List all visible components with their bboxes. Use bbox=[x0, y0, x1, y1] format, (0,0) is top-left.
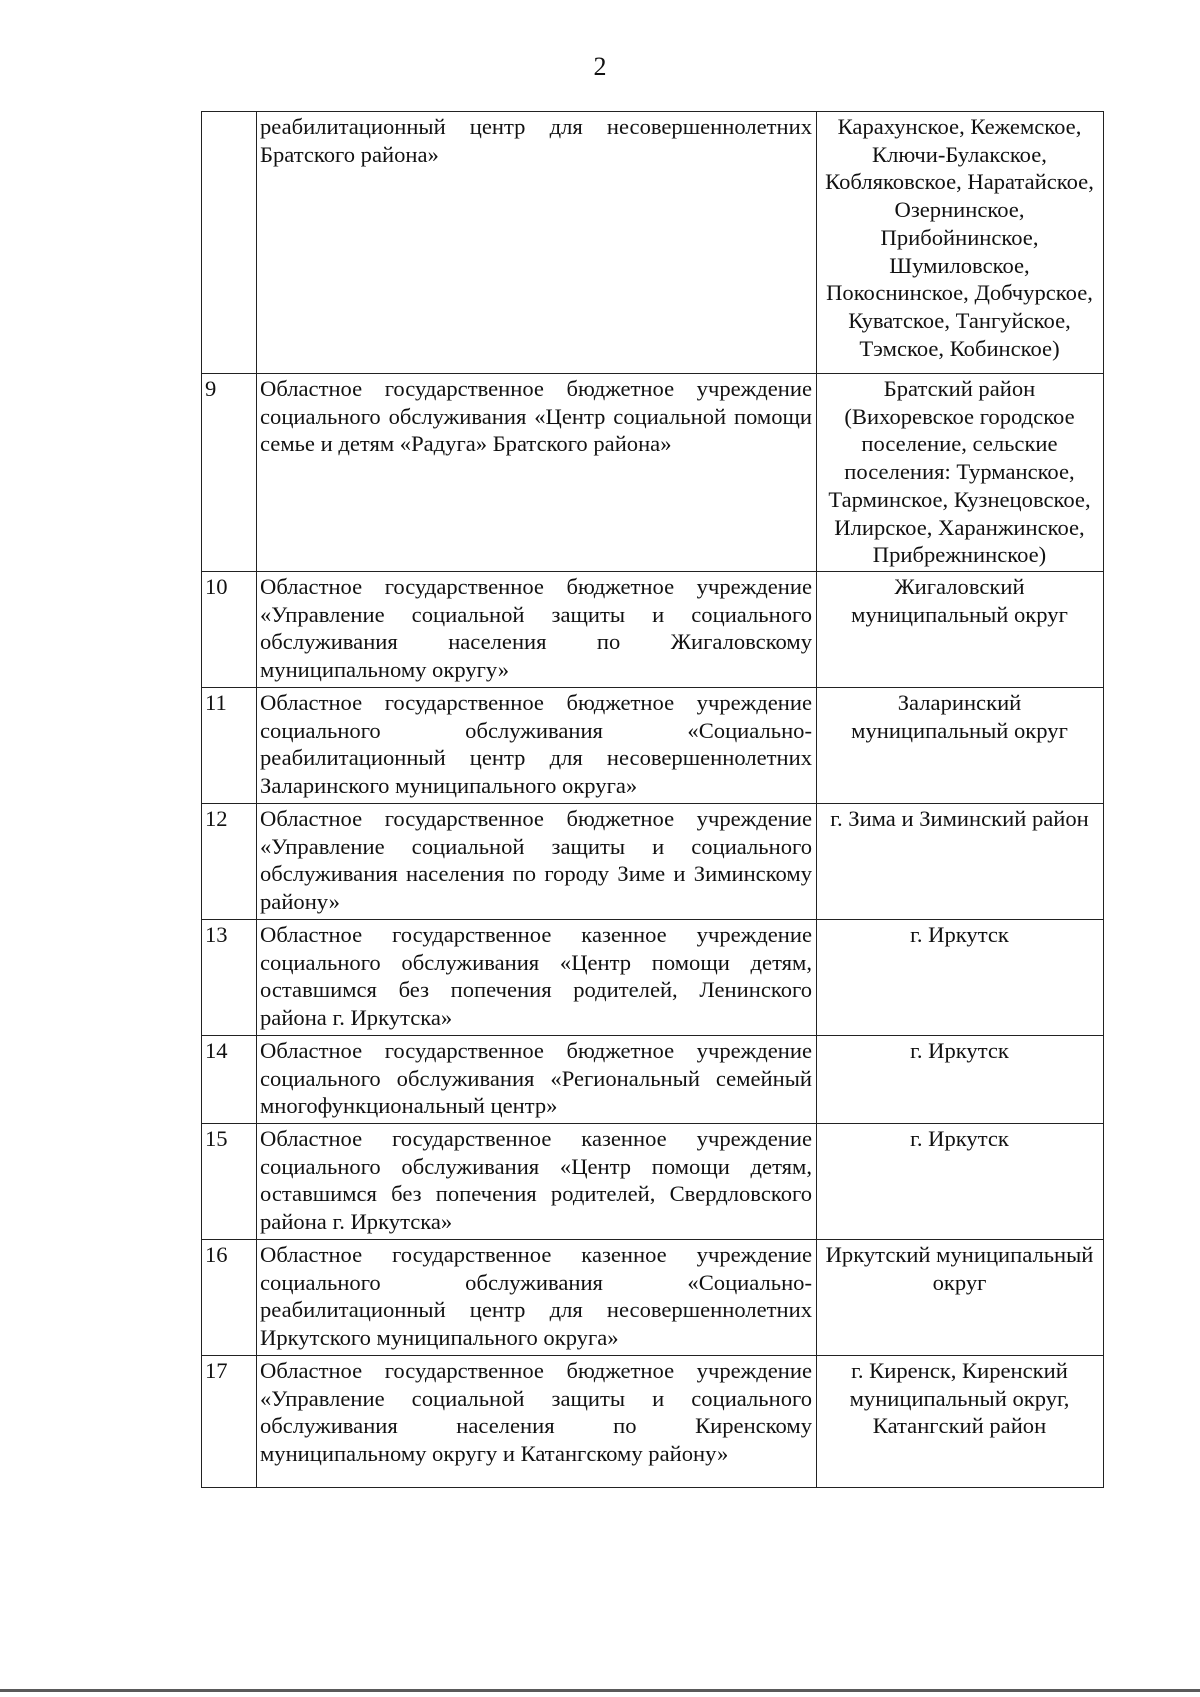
row-number: 9 bbox=[202, 374, 257, 572]
table-row bbox=[202, 1240, 1104, 1356]
institution-name: Областное государственное казенное учреждение социального обслуживания «Центр помощи детям, оставшимся без попечения родителей, Ленинского района г. Иркутска» bbox=[257, 920, 817, 1036]
row-number: 13 bbox=[202, 920, 257, 1036]
institution-name: реабилитационный центр для несовершеннолетних Братского района» bbox=[257, 112, 817, 374]
institution-name: Областное государственное бюджетное учреждение социального обслуживания «Социально-реабилитационный центр для несовершеннолетних Заларинского муниципального округа» bbox=[257, 688, 817, 804]
table-row bbox=[202, 804, 1104, 920]
table-row bbox=[202, 1356, 1104, 1488]
row-number: 10 bbox=[202, 572, 257, 688]
row-number: 16 bbox=[202, 1240, 257, 1356]
row-number: 11 bbox=[202, 688, 257, 804]
table-row bbox=[202, 1124, 1104, 1240]
institution-name: Областное государственное бюджетное учреждение «Управление социальной защиты и социального обслуживания населения по городу Зиме и Зиминскому району» bbox=[257, 804, 817, 920]
institution-name: Областное государственное казенное учреждение социального обслуживания «Центр помощи детям, оставшимся без попечения родителей, Свердловского района г. Иркутска» bbox=[257, 1124, 817, 1240]
service-territory: г. Киренск, Киренский муниципальный округ, Катангский район bbox=[817, 1356, 1104, 1488]
institution-name: Областное государственное бюджетное учреждение «Управление социальной защиты и социального обслуживания населения по Киренскому муниципальному округу и Катангскому району» bbox=[257, 1356, 817, 1488]
row-number bbox=[202, 112, 257, 374]
institution-name: Областное государственное бюджетное учреждение «Управление социальной защиты и социального обслуживания населения по Жигаловскому муниципальному округу» bbox=[257, 572, 817, 688]
row-number: 12 bbox=[202, 804, 257, 920]
table-row bbox=[202, 1036, 1104, 1124]
page-number: 2 bbox=[593, 52, 607, 81]
row-number: 14 bbox=[202, 1036, 257, 1124]
service-territory: Иркутский муниципальный округ bbox=[817, 1240, 1104, 1356]
table-row bbox=[202, 374, 1104, 572]
table-row bbox=[202, 688, 1104, 804]
service-territory: Заларинский муниципальный округ bbox=[817, 688, 1104, 804]
scan-bottom-rule bbox=[0, 1689, 1200, 1692]
institution-name: Областное государственное бюджетное учреждение социального обслуживания «Региональный семейный многофункциональный центр» bbox=[257, 1036, 817, 1124]
table-row bbox=[202, 572, 1104, 688]
table-row bbox=[202, 112, 1104, 374]
service-territory: г. Иркутск bbox=[817, 920, 1104, 1036]
row-number: 15 bbox=[202, 1124, 257, 1240]
service-territory: г. Иркутск bbox=[817, 1036, 1104, 1124]
service-territory: г. Иркутск bbox=[817, 1124, 1104, 1240]
service-territory: Карахунское, Кежемское, Ключи-Булакское, Кобляковское, Наратайское, Озернинское, Прибойнинское, Шумиловское, Покоснинское, Добчурское, Куватское, Тангуйское, Тэмское, Кобинское) bbox=[817, 112, 1104, 374]
row-number: 17 bbox=[202, 1356, 257, 1488]
institutions-table bbox=[201, 111, 1104, 1488]
institution-name: Областное государственное казенное учреждение социального обслуживания «Социально-реабилитационный центр для несовершеннолетних Иркутского муниципального округа» bbox=[257, 1240, 817, 1356]
table-row bbox=[202, 920, 1104, 1036]
institution-name: Областное государственное бюджетное учреждение социального обслуживания «Центр социальной помощи семье и детям «Радуга» Братского района» bbox=[257, 374, 817, 572]
service-territory: Жигаловский муниципальный округ bbox=[817, 572, 1104, 688]
service-territory: Братский район (Вихоревское городское поселение, сельские поселения: Турманское, Тарминское, Кузнецовское, Илирское, Харанжинское, Прибрежнинское) bbox=[817, 374, 1104, 572]
service-territory: г. Зима и Зиминский район bbox=[817, 804, 1104, 920]
